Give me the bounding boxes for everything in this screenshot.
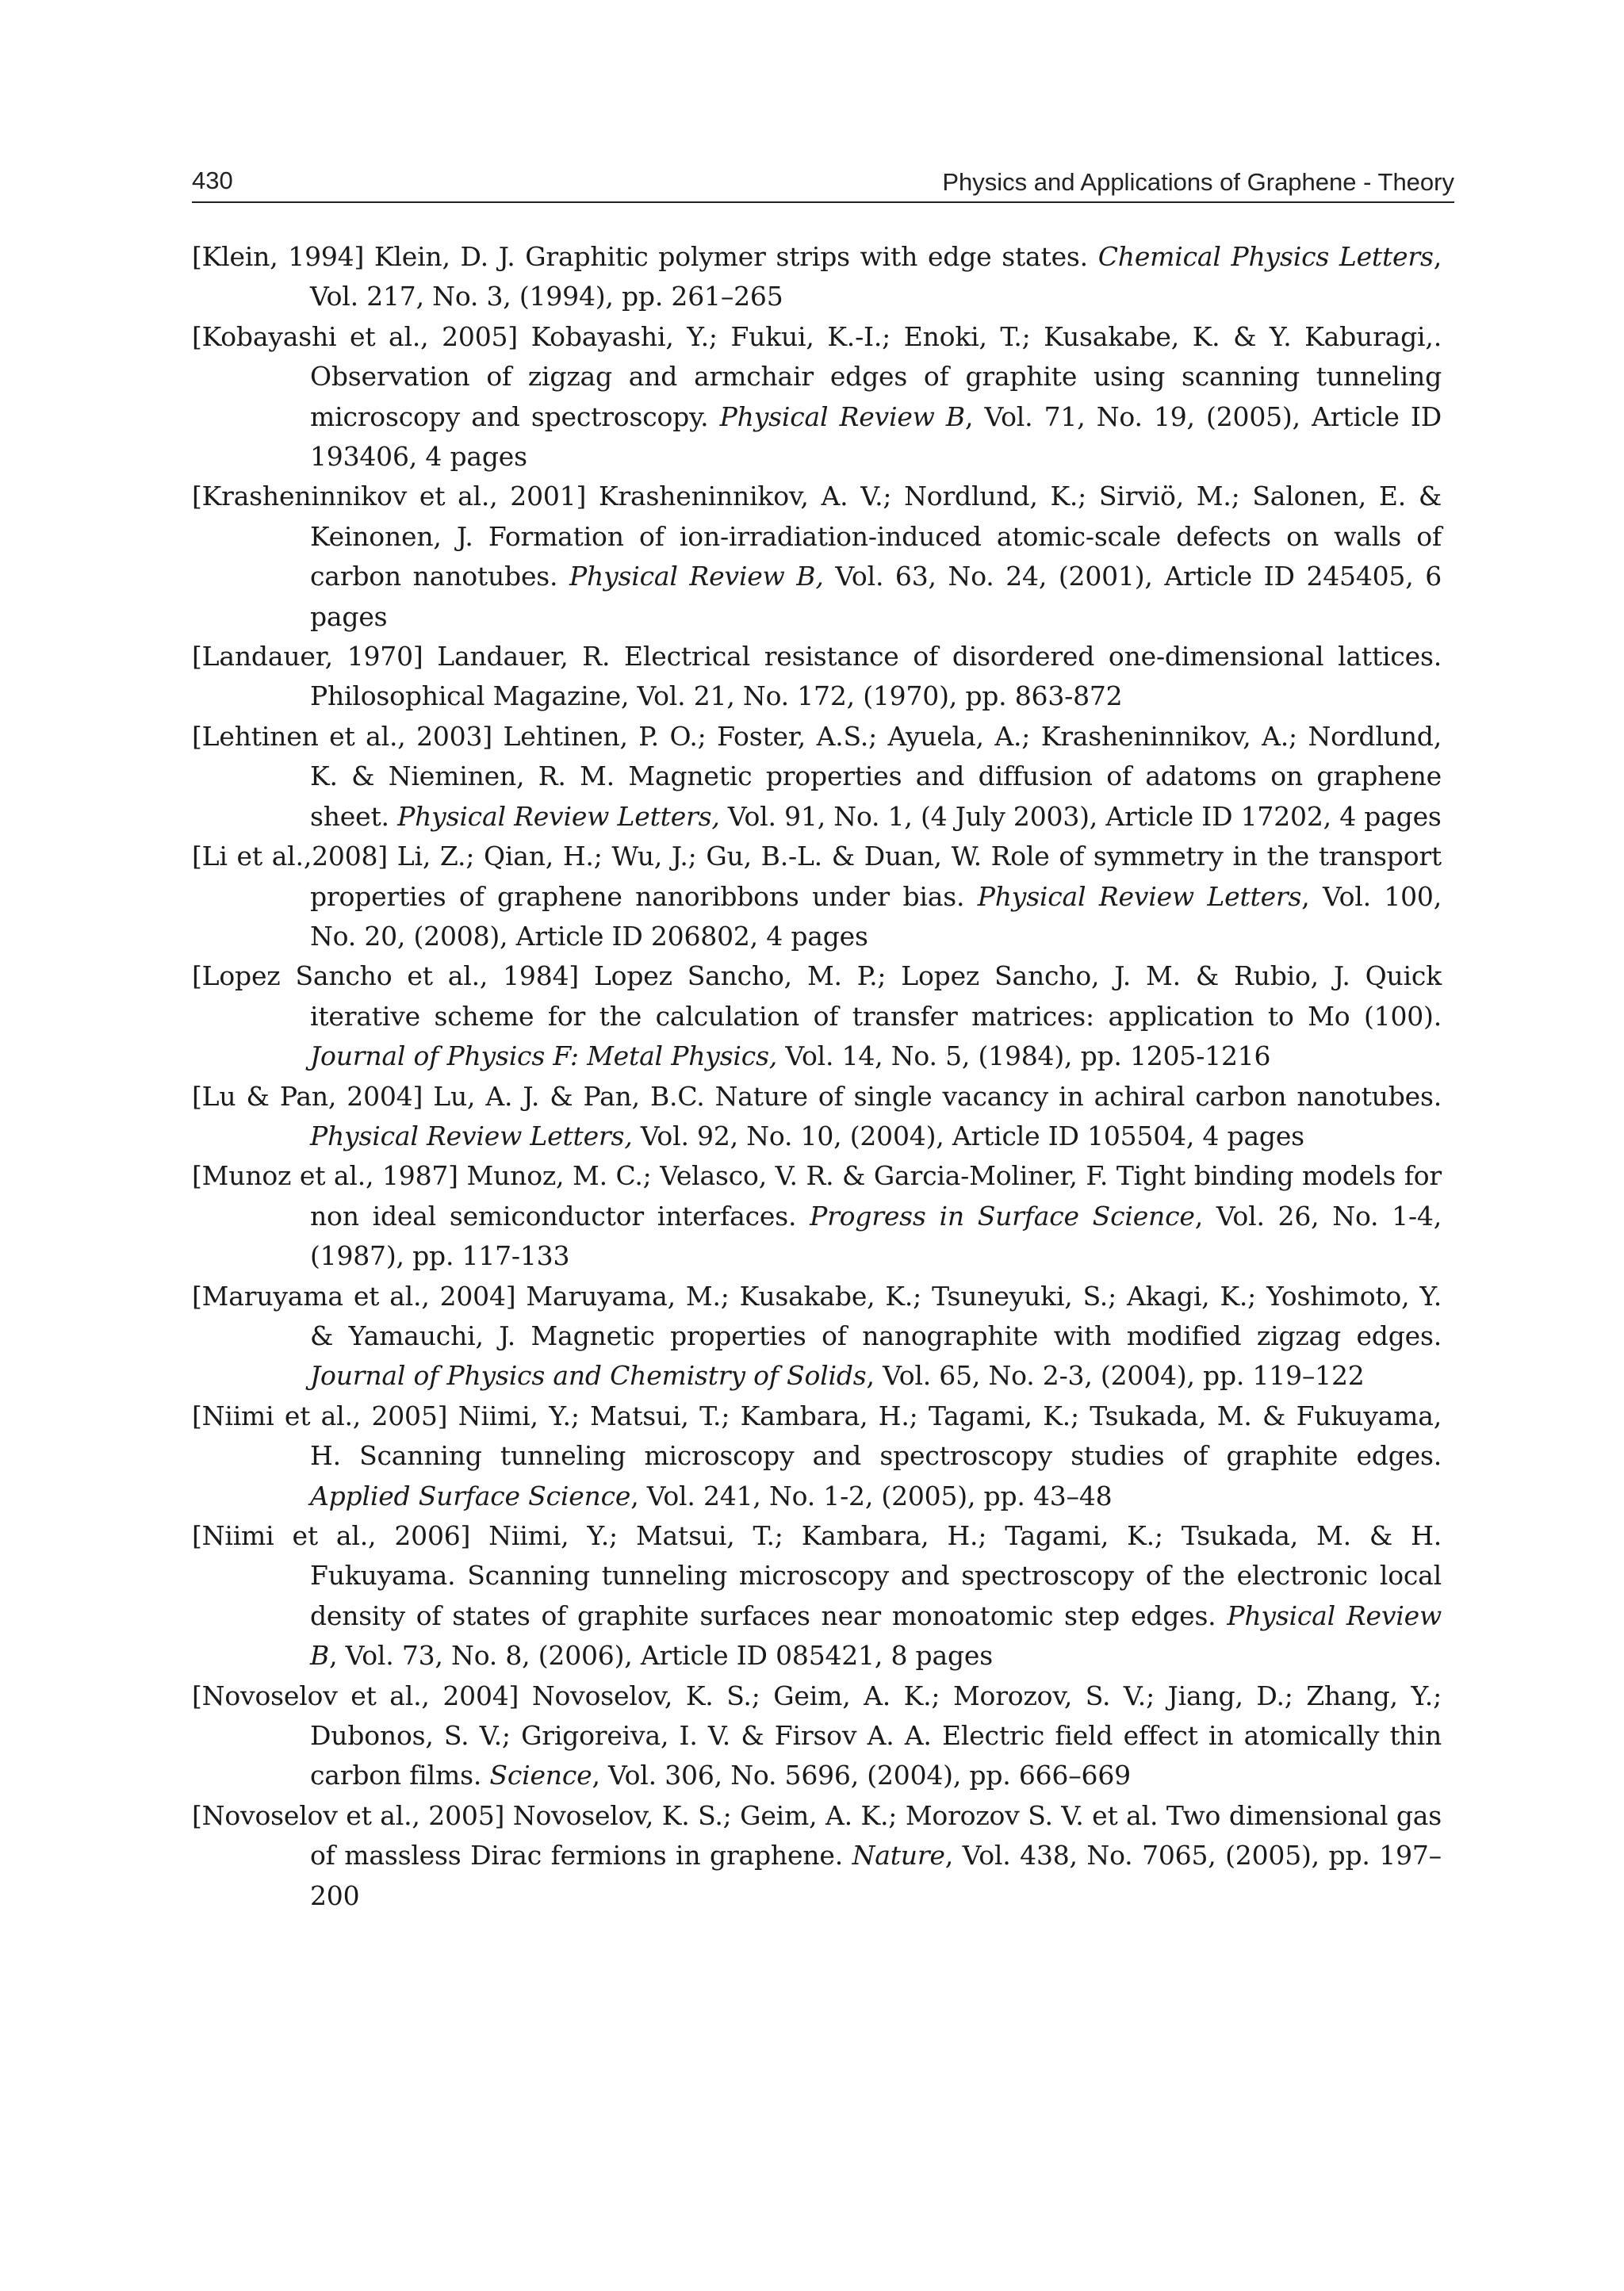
reference-entry [192,637,1442,717]
reference-details: Vol. 63, No. 24, (2001), Article ID 245405, 6 pages [310,561,1442,632]
reference-text: [Lopez Sancho et al., 1984] Lopez Sancho, M. P.; Lopez Sancho, J. M. & Rubio, J. Quick iterative scheme for the calculation of transfer matrices: application to Mo (100). [192,960,1442,1032]
reference-entry [192,956,1442,1076]
reference-text: [Novoselov et al., 2004] Novoselov, K. S.; Geim, A. K.; Morozov, S. V.; Jiang, D.; Zhang, Y.; Dubonos, S. V.; Grigoreiva, I. V. & Firsov A. A. Electric field effect in atomically thin carbon films. [192,1680,1442,1791]
reference-text: [Maruyama et al., 2004] Maruyama, M.; Kusakabe, K.; Tsuneyuki, S.; Akagi, K.; Yoshimoto, Y. & Yamauchi, J. Magnetic properties of nanographite with modified zigzag edges. [192,1280,1442,1351]
reference-details: , Vol. 438, No. 7065, (2005), pp. 197–200 [310,1840,1442,1911]
reference-journal: Applied Surface Science [310,1480,631,1511]
reference-entry [192,1156,1442,1276]
reference-details: , Vol. 100, No. 20, (2008), Article ID 206802, 4 pages [310,880,1442,952]
reference-entry [192,1516,1442,1676]
reference-details: , Vol. 217, No. 3, (1994), pp. 261–265 [310,241,1442,312]
reference-entry [192,1396,1442,1516]
reference-journal: Science [489,1760,592,1791]
reference-journal: Journal of Physics F: Metal Physics, [310,1040,778,1072]
reference-details: , Vol. 306, No. 5696, (2004), pp. 666–669 [592,1760,1131,1791]
reference-details: , Vol. 71, No. 19, (2005), Article ID 193406, 4 pages [310,400,1442,473]
reference-entry [192,317,1442,477]
reference-journal: Physical Review Letters, [397,800,720,832]
running-header [192,165,1454,203]
reference-journal: Physical Review Letters [977,880,1302,912]
reference-text: [Lehtinen et al., 2003] Lehtinen, P. O.; Foster, A.S.; Ayuela, A.; Krasheninnikov, A.; Nordlund, K. & Nieminen, R. M. Magnetic properties and diffusion of adatoms on graphene sheet. [192,720,1442,832]
reference-journal: Nature [852,1840,945,1871]
reference-text: [Niimi et al., 2006] Niimi, Y.; Matsui, T.; Kambara, H.; Tagami, K.; Tsukada, M. & H. Fukuyama. Scanning tunneling microscopy and spectroscopy of the electronic local density of states of graphite surfaces near monoatomic step edges. [192,1520,1442,1631]
reference-text: [Niimi et al., 2005] Niimi, Y.; Matsui, T.; Kambara, H.; Tagami, K.; Tsukada, M. & Fukuyama, H. Scanning tunneling microscopy and spectroscopy studies of graphite edges. [192,1400,1442,1472]
reference-text: [Novoselov et al., 2005] Novoselov, K. S.; Geim, A. K.; Morozov S. V. et al. Two dimensional gas of massless Dirac fermions in graphene. [192,1799,1442,1871]
reference-journal: Physical Review Letters, [310,1120,633,1151]
reference-details: , Vol. 26, No. 1-4, (1987), pp. 117-133 [310,1200,1442,1272]
reference-details: Vol. 91, No. 1, (4 July 2003), Article ID 17202, 4 pages [719,800,1442,832]
reference-entry [192,837,1442,956]
reference-entry [192,717,1442,837]
reference-details: Vol. 14, No. 5, (1984), pp. 1205-1216 [777,1040,1271,1072]
reference-text: [Landauer, 1970] Landauer, R. Electrical resistance of disordered one-dimensional lattices. Philosophical Magazine, Vol. 21, No. 172, (1970), pp. 863-872 [192,641,1442,712]
page-number: 430 [192,167,233,194]
reference-text: [Munoz et al., 1987] Munoz, M. C.; Velasco, V. R. & Garcia-Moliner, F. Tight binding models for non ideal semiconductor interfaces. [192,1160,1442,1232]
reference-text: [Kobayashi et al., 2005] Kobayashi, Y.; Fukui, K.-I.; Enoki, T.; Kusakabe, K. & Y. Kaburagi,. Observation of zigzag and armchair edges of graphite using scanning tunneling microscopy and spectroscopy. [192,320,1442,432]
reference-details: Vol. 92, No. 10, (2004), Article ID 105504, 4 pages [632,1120,1304,1151]
reference-journal: Chemical Physics Letters [1097,241,1434,272]
reference-details: , Vol. 65, No. 2-3, (2004), pp. 119–122 [866,1360,1365,1392]
reference-details: , Vol. 73, No. 8, (2006), Article ID 085421, 8 pages [329,1640,993,1672]
reference-journal: Physical Review B, [569,561,824,592]
reference-journal: Physical Review B [310,1599,1442,1672]
reference-text: [Li et al.,2008] Li, Z.; Qian, H.; Wu, J.; Gu, B.-L. & Duan, W. Role of symmetry in the transport properties of graphene nanoribbons under bias. [192,841,1442,912]
reference-text: [Krasheninnikov et al., 2001] Krasheninnikov, A. V.; Nordlund, K.; Sirviö, M.; Salonen, E. & Keinonen, J. Formation of ion-irradiation-induced atomic-scale defects on walls of carbon nanotubes. [192,481,1442,592]
reference-details: , Vol. 241, No. 1-2, (2005), pp. 43–48 [630,1480,1113,1511]
reference-entry [192,1796,1442,1916]
reference-journal: Journal of Physics and Chemistry of Solids [310,1360,867,1392]
reference-journal: Progress in Surface Science [810,1200,1195,1232]
reference-entry [192,1077,1442,1157]
reference-text: [Lu & Pan, 2004] Lu, A. J. & Pan, B.C. Nature of single vacancy in achiral carbon nanotubes. [192,1080,1442,1112]
book-title: Physics and Applications of Graphene - Theory [942,168,1454,196]
reference-entry [192,477,1442,637]
reference-entry [192,1676,1442,1796]
reference-entry [192,1277,1442,1396]
reference-list [192,237,1442,1916]
reference-text: [Klein, 1994] Klein, D. J. Graphitic polymer strips with edge states. [192,241,1098,272]
reference-entry [192,237,1442,317]
reference-journal: Physical Review B [719,400,965,432]
